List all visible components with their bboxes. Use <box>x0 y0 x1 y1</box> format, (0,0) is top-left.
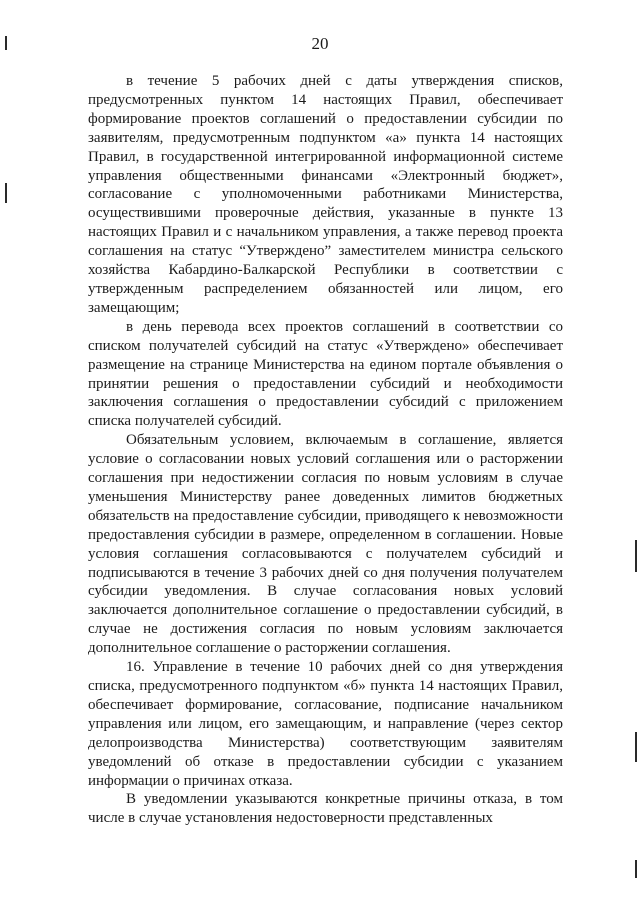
paragraph-2: в день перевода всех проектов соглашений в соответствии со списком получателей субсидий на статус «Утверждено» обеспечивает размещение на странице Министерства на едином портале объявления о принятии решения о предоставлении субсидий и необходимости заключения соглашения о предоставлении субсидий с приложением списка получателей субсидий. <box>88 318 563 430</box>
page-number: 20 <box>311 34 329 53</box>
paragraph-4: 16. Управление в течение 10 рабочих дней со дня утверждения списка, предусмотренного подпунктом «б» пункта 14 настоящих Правил, обеспечивает формирование, согласование, подписание начальником управления или лицом, его замещающим, и направление (через сектор делопроизводства Министерства) соответствующим заявителям уведомлений об отказе в предоставлении субсидии с указанием информации о причинах отказа. <box>88 659 563 789</box>
paragraph-1: в течение 5 рабочих дней с даты утверждения списков, предусмотренных пунктом 14 настоящих Правил, обеспечивает формирование проектов соглашений о предоставлении субсидии по заявителям, предусмотренным подпунктом «а» пункта 14 настоящих Правил, в государственной интегрированной информационной системе управления общественными финансами «Электронный бюджет», согласование с уполномоченными работниками Министерства, осуществившими проверочные действия, указанные в пункте 13 настоящих Правил и с начальником управления, а также перевод проекта соглашения на статус “Утверждено” заместителем министра сельского хозяйства Кабардино-Балкарской Республики в соответствии с утвержденным распределением обязанностей или лицом, его замещающим; <box>88 73 563 316</box>
scan-mark-right-bottom <box>635 732 637 762</box>
scan-mark-right-lower <box>635 860 637 878</box>
paragraph-5: В уведомлении указываются конкретные причины отказа, в том числе в случае установления недостоверности представленных <box>88 791 563 827</box>
scan-mark-left-middle <box>5 183 7 203</box>
body-text <box>88 72 563 828</box>
paragraph-3: Обязательным условием, включаемым в соглашение, является условие о согласовании новых условий соглашения или о расторжении соглашения при недостижении согласия по новым условиям в случае уменьшения Министерству ранее доведенных лимитов бюджетных обязательств на предоставление субсидии, приводящего к невозможности предоставления субсидии в размере, определенном в соглашении. Новые условия соглашения согласовываются с получателем субсидий и подписываются в течение 3 рабочих дней со дня получения получателем субсидии уведомления. В случае согласования новых условий заключается дополнительное соглашение о предоставлении субсидий, в случае не достижения согласия по новым условиям заключается дополнительное соглашение о расторжении соглашения. <box>88 432 563 657</box>
scan-mark-right-middle <box>635 540 637 572</box>
